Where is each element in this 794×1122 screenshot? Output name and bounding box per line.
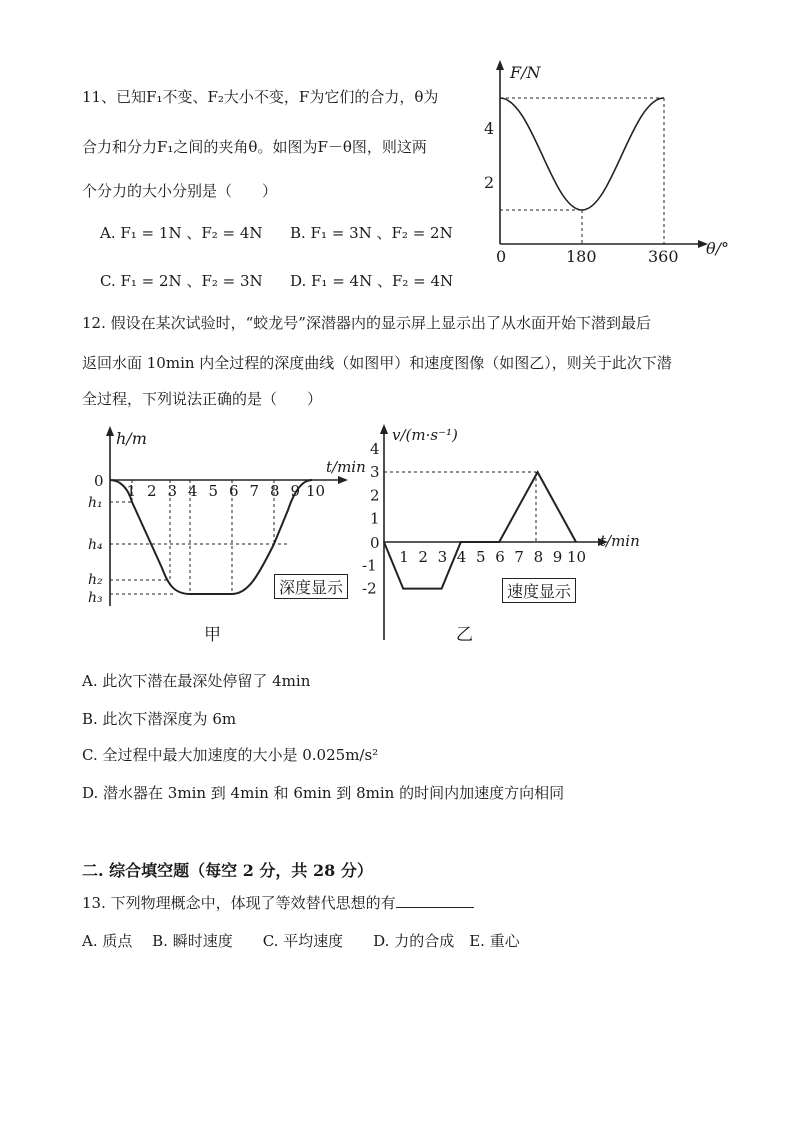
- x-tick-10: 10: [567, 548, 587, 566]
- x-ticks: [127, 482, 326, 500]
- q11-line2: 合力和分力F₁之间的夹角θ。如图为F－θ图，则这两: [82, 138, 427, 156]
- y-tick--2: -2: [362, 579, 377, 598]
- x-tick-0: 0: [496, 247, 507, 266]
- y-tick-4: 4: [484, 119, 495, 138]
- depth-display-box: 深度显示: [274, 574, 348, 599]
- q11-option-b: B. F₁ = 3N 、F₂ = 2N: [290, 224, 453, 242]
- f-theta-curve: [500, 98, 664, 210]
- q12-line1: 12. 假设在某次试验时，“蛟龙号”深潜器内的显示屏上显示出了从水面开始下潜到最后: [82, 314, 651, 332]
- y-tick-1: 1: [370, 509, 380, 528]
- x-tick-7: 7: [249, 482, 260, 500]
- x-tick-180: 180: [566, 247, 597, 266]
- y-tick-h2: h₂: [88, 572, 103, 588]
- q13-stem: 13. 下列物理概念中，体现了等效替代思想的有: [82, 894, 396, 912]
- x-tick-6: 6: [495, 548, 505, 566]
- x-tick-360: 360: [648, 247, 679, 266]
- y-axis-label: h/m: [116, 429, 147, 448]
- x-tick-8: 8: [270, 482, 280, 500]
- y-ticks: [362, 440, 380, 598]
- q12-option-b: B. 此次下潜深度为 6m: [82, 710, 237, 728]
- x-tick-2: 2: [147, 482, 157, 500]
- y-tick-4: 4: [370, 439, 380, 458]
- depth-chart: [80, 426, 370, 651]
- q12-option-d: D. 潜水器在 3min 到 4min 和 6min 到 8min 的时间内加速度方向相同: [82, 784, 565, 802]
- velocity-display-box: 速度显示: [502, 578, 576, 603]
- x-tick-9: 9: [552, 548, 563, 566]
- y-tick-2: 2: [370, 486, 380, 505]
- x-tick-10: 10: [306, 482, 326, 500]
- velocity-curve: [384, 472, 576, 588]
- velocity-chart: [340, 422, 660, 652]
- x-tick-5: 5: [208, 482, 219, 500]
- y-tick-3: 3: [370, 463, 380, 482]
- y-tick-h1: h₁: [88, 495, 103, 511]
- y-tick--1: -1: [362, 556, 377, 575]
- x-tick-5: 5: [476, 548, 486, 566]
- x-tick-0: 0: [370, 534, 380, 552]
- figure-caption-yi: 乙: [456, 625, 473, 645]
- x-ticks: [370, 534, 586, 566]
- x-axis-label: θ/°: [706, 239, 730, 258]
- figure-caption-jia: 甲: [204, 625, 221, 645]
- q12-option-c: C. 全过程中最大加速度的大小是 0.025m/s²: [82, 746, 379, 764]
- x-tick-4: 4: [456, 548, 467, 566]
- x-axis-label: t/min: [600, 532, 640, 550]
- q12-line2: 返回水面 10min 内全过程的深度曲线（如图甲）和速度图像（如图乙），则关于此次下潜: [82, 354, 672, 372]
- q11-line1: 11、已知F₁不变、F₂大小不变，F为它们的合力，θ为: [82, 88, 439, 106]
- q11-option-d: D. F₁ = 4N 、F₂ = 4N: [290, 272, 454, 290]
- q11-option-a: A. F₁ = 1N 、F₂ = 4N: [100, 224, 263, 242]
- x-tick-8: 8: [533, 548, 544, 566]
- f-theta-chart: [480, 58, 760, 273]
- x-tick-7: 7: [514, 548, 524, 566]
- y-axis-label: F/N: [510, 63, 541, 82]
- y-tick-h3: h₃: [88, 590, 103, 606]
- section-2-heading: 二. 综合填空题（每空 2 分，共 28 分）: [82, 861, 373, 880]
- y-axis-label: v/(m·s⁻¹): [392, 426, 458, 444]
- q12-option-a: A. 此次下潜在最深处停留了 4min: [82, 672, 311, 690]
- x-tick-6: 6: [229, 482, 239, 500]
- q13-stem-row: [82, 892, 474, 913]
- q13-answer-blank[interactable]: [396, 893, 474, 908]
- q12-line3: 全过程，下列说法正确的是（ ）: [82, 390, 323, 408]
- x-tick-2: 2: [418, 548, 428, 566]
- q11-option-c: C. F₁ = 2N 、F₂ = 3N: [100, 272, 263, 290]
- q11-line3: 个分力的大小分别是（ ）: [82, 182, 278, 200]
- x-tick-4: 4: [188, 482, 198, 500]
- y-tick-h4: h₄: [88, 537, 103, 553]
- x-tick-3: 3: [437, 548, 448, 566]
- x-tick-1: 1: [399, 548, 409, 566]
- x-tick-9: 9: [290, 482, 301, 500]
- q13-options: A. 质点 B. 瞬时速度 C. 平均速度 D. 力的合成 E. 重心: [82, 932, 520, 950]
- y-axis-arrow: [496, 60, 504, 70]
- x-tick-3: 3: [167, 482, 178, 500]
- x-tick-0: 0: [94, 472, 104, 490]
- x-axis-label: t/min: [326, 458, 366, 476]
- y-axis-arrow: [106, 426, 114, 436]
- y-tick-2: 2: [484, 173, 495, 192]
- x-tick-1: 1: [126, 482, 137, 500]
- y-axis-arrow: [380, 424, 388, 434]
